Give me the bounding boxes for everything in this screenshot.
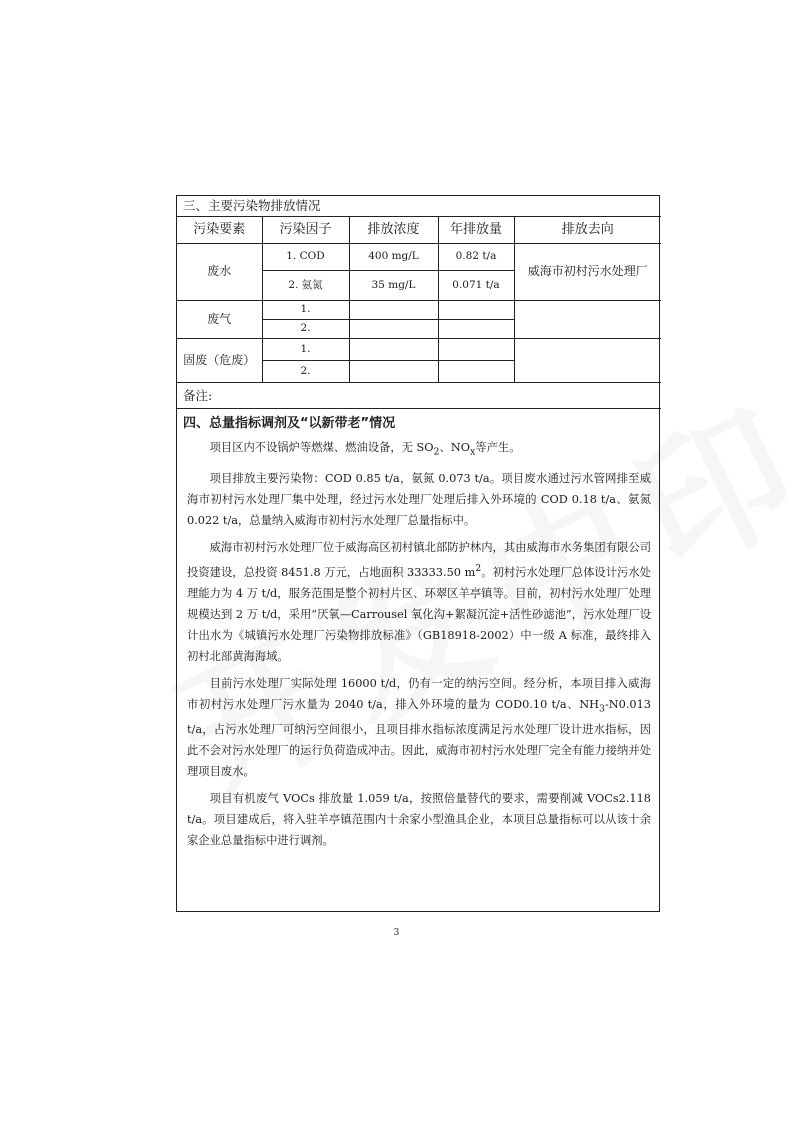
wastewater-cod-annual: 0.82 t/a <box>438 243 514 270</box>
wastewater-cod-concentration: 400 mg/L <box>349 243 438 270</box>
solid-waste-row-1: 1. <box>262 338 349 360</box>
pollutant-emission-table <box>177 196 661 409</box>
solid-waste-destination <box>514 338 661 382</box>
wastewater-ammonia-annual: 0.071 t/a <box>438 270 514 300</box>
header-concentration: 排放浓度 <box>349 216 438 243</box>
page-number: 3 <box>393 928 400 938</box>
header-annual-emission: 年排放量 <box>438 216 514 243</box>
waste-gas-destination <box>514 300 661 338</box>
solid-waste-row-1-annual <box>438 338 514 360</box>
section3-title: 三、主要污染物排放情况 <box>177 196 661 216</box>
waste-gas-row-1-concentration <box>349 300 438 319</box>
solid-waste-row-1-concentration <box>349 338 438 360</box>
waste-gas-row-1-annual <box>438 300 514 319</box>
report-form-frame <box>176 195 660 912</box>
paragraph-boiler: 项目区内不设锅炉等燃煤、燃油设备，无 $SO_2$、$NO_x$等产生。 <box>209 440 521 457</box>
wastewater-label: 废水 <box>177 243 262 300</box>
solid-waste-row-2: 2. <box>262 360 349 382</box>
wastewater-destination: 威海市初村污水处理厂 <box>514 243 661 300</box>
remark-row: 备注: <box>177 382 661 408</box>
header-pollution-element: 污染要素 <box>177 216 262 243</box>
section4-title: 四、总量指标调剂及“以新带老”情况 <box>183 415 396 431</box>
waste-gas-row-2: 2. <box>262 319 349 338</box>
waste-gas-row-2-annual <box>438 319 514 338</box>
wastewater-factor-cod: 1. COD <box>262 243 349 270</box>
header-pollution-factor: 污染因子 <box>262 216 349 243</box>
wastewater-ammonia-concentration: 35 mg/L <box>349 270 438 300</box>
paragraph-capacity-analysis: 目前污水处理厂实际处理 16000 t/d，仍有一定的纳污空间。经分析，本项目排入威海市初村污水处理厂污水量为 2040 t/a，排入外环境的量为 COD0.10 t/a、$NH_3-N0.013$ t/a，占污水处理厂可纳污空间很小，且项目排水指标浓度满足污水处理厂设计进水指标，因此不会对污水处理厂的运行负荷造成冲击。因此，威海市初村污水处理厂完全有能力接纳并处理项目废水。 <box>187 676 651 778</box>
solid-waste-row-2-concentration <box>349 360 438 382</box>
wastewater-factor-ammonia: 2. 氨氮 <box>262 270 349 300</box>
waste-gas-row-1: 1. <box>262 300 349 319</box>
solid-waste-label: 固废（危废） <box>177 338 262 382</box>
paragraph-vocs: 项目有机废气 VOCs 排放量 1.059 t/a，按照倍量替代的要求，需要削减 VOCs2.118 t/a。项目建成后，将入驻羊亭镇范围内十余家小型渔具企业，本项目总量指标可以从该十余家企业总量指标中进行调剂。 <box>187 791 651 847</box>
solid-waste-row-2-annual <box>438 360 514 382</box>
paragraph-treatment-plant: 威海市初村污水处理厂位于威海高区初村镇北部防护林内，其由威海市水务集团有限公司投资建设，总投资 8451.8 万元，占地面积 33333.50 $m^2$。初村污水处理厂总体设计污水处理能力为 4 万 t/d，服务范围是整个初村片区、环翠区羊亭镇等。目前，初村污水处理厂处理规模达到 2 万 t/d，采用“厌氧—Carrousel 氧化沟+絮凝沉淀+活性砂滤池”，污水处理厂设计出水为《城镇污水处理厂污染物排放标准》（GB18918-2002）中一级 A 标准，最终排入初村北部黄海海域。 <box>187 540 651 663</box>
waste-gas-label: 废气 <box>177 300 262 338</box>
waste-gas-row-2-concentration <box>349 319 438 338</box>
header-destination: 排放去向 <box>514 216 661 243</box>
paragraph-main-pollutants: 项目排放主要污染物：COD 0.85 t/a，氨氮 0.073 t/a。项目废水通过污水管网排至威海市初村污水处理厂集中处理，经过污水处理厂处理后排入外环境的 COD 0.18 t/a、氨氮 0.022 t/a，总量纳入威海市初村污水处理厂总量指标中。 <box>187 471 651 527</box>
